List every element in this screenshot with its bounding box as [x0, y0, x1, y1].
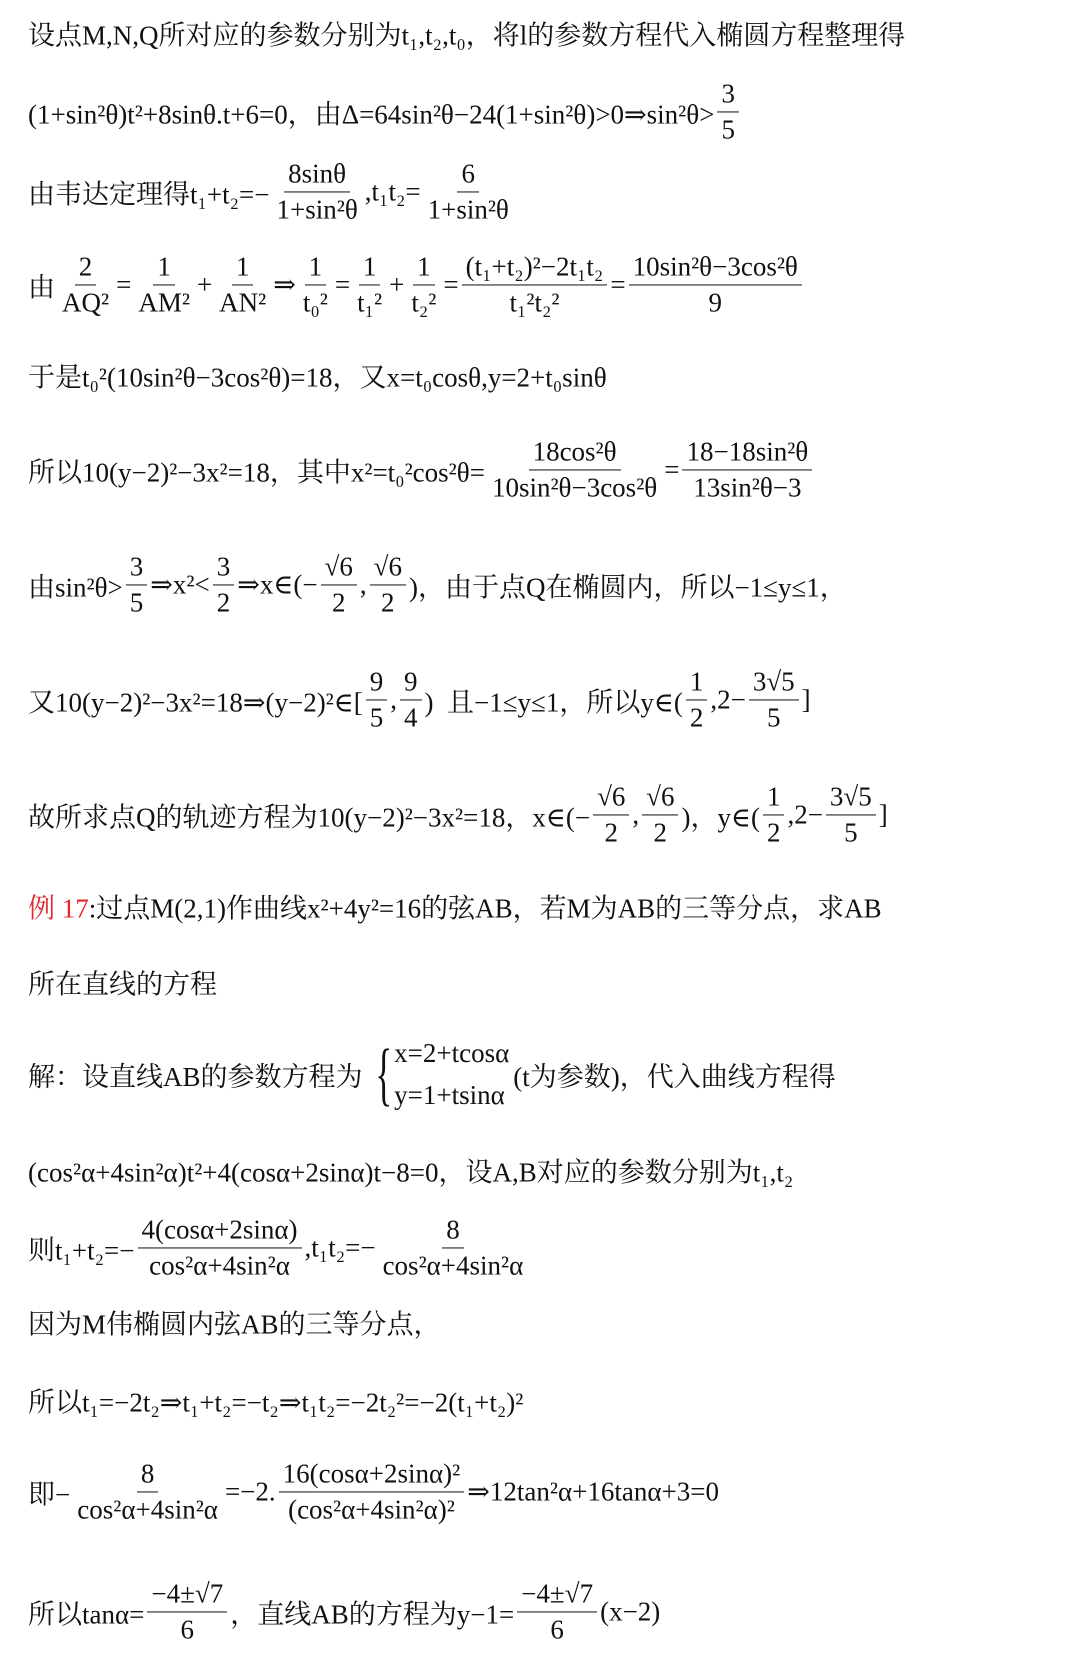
fraction-denominator: AN²: [219, 287, 267, 318]
fraction-denominator: 1+sin²θ: [427, 194, 509, 225]
fraction-numerator: (t₁+t₂)²−2t₁t₂: [462, 251, 608, 285]
fraction: [279, 1458, 465, 1525]
text-segment: 设点M,N,Q所对应的参数分别为t₁,t₂,t₀，将l的参数方程代入椭圆方程整理得: [28, 20, 906, 51]
equation-system: [367, 1033, 510, 1117]
text-line: [28, 1033, 836, 1117]
text-segment: 所以tanα=: [28, 1599, 145, 1630]
text-segment: 所以t₁=−2t₂⇒t₁+t₂=−t₂⇒t₁t₂=−2t₂²=−2(t₁+t₂)²: [28, 1387, 524, 1418]
text-segment: ,2−: [710, 684, 746, 715]
text-line: [28, 436, 815, 503]
text-line: [28, 551, 847, 618]
text-line: [28, 1303, 441, 1342]
text-segment: +: [389, 269, 405, 300]
text-segment: ]: [801, 684, 811, 715]
text-segment: ,: [632, 799, 640, 830]
text-line: [28, 963, 217, 1002]
text-line: [28, 158, 516, 225]
fraction-numerator: 10sin²θ−3cos²θ: [629, 251, 802, 285]
fraction-numerator: 8sinθ: [284, 158, 350, 192]
text-line: [28, 356, 607, 395]
fraction: [763, 781, 785, 848]
text-segment: :过点M(2,1)作曲线x²+4y²=16的弦AB，若M为AB的三等分点，求AB: [88, 893, 882, 924]
fraction-numerator: 3: [717, 78, 739, 112]
text-line: [28, 666, 811, 733]
text-segment: ) 且−1≤y≤1，所以y∈(: [424, 687, 683, 718]
fraction-denominator: 2: [216, 587, 231, 618]
text-segment: =: [664, 454, 680, 485]
text-segment: ,t₁t₂=: [364, 176, 421, 207]
fraction: [366, 666, 388, 733]
text-segment: (cos²α+4sin²α)t²+4(cosα+2sinα)t−8=0，设A,B对应的参数分别为t₁,t₂: [28, 1157, 794, 1188]
fraction-denominator: t₁²: [357, 287, 383, 318]
fraction-denominator: 5: [129, 587, 144, 618]
fraction-denominator: AQ²: [62, 287, 110, 318]
text-segment: ,: [390, 684, 398, 715]
fraction-numerator: 1: [359, 251, 381, 285]
fraction: [826, 781, 876, 848]
fraction-numerator: 1: [232, 251, 254, 285]
text-segment: 即−: [28, 1479, 71, 1510]
fraction-numerator: 16(cosα+2sinα)²: [279, 1458, 465, 1492]
text-segment: =: [443, 269, 459, 300]
text-line: [28, 251, 805, 318]
text-segment: ，直线AB的方程为y−1=: [230, 1599, 515, 1630]
text-segment: 于是t₀²(10sin²θ−3cos²θ)=18，又x=t₀cosθ,y=2+t₀sinθ: [28, 362, 607, 393]
fraction-numerator: 18−18sin²θ: [682, 436, 812, 470]
fraction: [462, 251, 608, 318]
fraction-denominator: t₀²: [302, 287, 328, 318]
fraction-denominator: 4: [404, 702, 418, 733]
fraction-denominator: cos²α+4sin²α: [382, 1250, 524, 1281]
text-segment: (1+sin²θ)t²+8sinθ.t+6=0，由Δ=64sin²θ−24(1+sin²θ)>0⇒sin²θ>: [28, 99, 715, 130]
fraction: [370, 551, 406, 618]
fraction-numerator: 1: [153, 251, 175, 285]
fraction: [353, 251, 386, 318]
fraction-numerator: √6: [642, 781, 678, 815]
fraction-denominator: 1+sin²θ: [276, 194, 358, 225]
fraction: [138, 1214, 302, 1281]
fraction: [299, 251, 332, 318]
fraction: [273, 158, 362, 225]
text-segment: +: [196, 269, 213, 300]
example-label: 例 17: [28, 893, 89, 924]
fraction-numerator: 9: [400, 666, 422, 700]
fraction-denominator: 2: [381, 587, 395, 618]
fraction-denominator: 2: [604, 817, 618, 848]
fraction-numerator: 3√5: [749, 666, 799, 700]
fraction: [407, 251, 440, 318]
text-segment: 又10(y−2)²−3x²=18⇒(y−2)²∈[: [28, 687, 363, 718]
fraction-numerator: √6: [593, 781, 629, 815]
text-segment: ⇒x∈(−: [237, 569, 318, 600]
fraction-numerator: 8: [137, 1458, 159, 1492]
fraction-denominator: t₂²: [411, 287, 437, 318]
fraction-numerator: 4(cosα+2sinα): [138, 1214, 302, 1248]
text-segment: 所以10(y−2)²−3x²=18，其中x²=t₀²cos²θ=: [28, 457, 485, 488]
fraction: [213, 551, 235, 618]
fraction-numerator: 3: [126, 551, 148, 585]
fraction-numerator: 6: [457, 158, 479, 192]
fraction-numerator: √6: [370, 551, 406, 585]
fraction: [400, 666, 422, 733]
fraction-numerator: 18cos²θ: [529, 436, 621, 470]
fraction: [642, 781, 678, 848]
fraction-numerator: 3: [213, 551, 235, 585]
fraction: [682, 436, 812, 503]
fraction: [126, 551, 148, 618]
fraction-numerator: 1: [413, 251, 435, 285]
fraction: [488, 436, 661, 503]
fraction-denominator: cos²α+4sin²α: [77, 1494, 218, 1525]
fraction: [321, 551, 357, 618]
text-line: [28, 1151, 793, 1190]
fraction-denominator: 2: [766, 817, 781, 848]
fraction-numerator: 3√5: [826, 781, 876, 815]
text-line: [28, 1381, 523, 1420]
fraction-numerator: −4±√7: [147, 1578, 227, 1612]
text-segment: ]: [878, 799, 888, 830]
text-segment: 故所求点Q的轨迹方程为10(y−2)²−3x²=18，x∈(−: [28, 802, 591, 833]
text-segment: ⇒: [273, 269, 296, 300]
fraction-denominator: (cos²α+4sin²α)²: [288, 1494, 455, 1525]
text-segment: =−2.: [224, 1476, 276, 1507]
fraction-denominator: 6: [550, 1614, 564, 1645]
text-segment: (x−2): [600, 1596, 661, 1627]
fraction-numerator: 1: [686, 666, 708, 700]
text-line: [28, 1214, 530, 1281]
fraction: [717, 78, 739, 145]
text-segment: =: [116, 269, 132, 300]
fraction-numerator: 1: [763, 781, 785, 815]
text-segment: 所在直线的方程: [28, 969, 217, 1000]
text-segment: (t为参数)，代入曲线方程得: [513, 1062, 836, 1093]
fraction-denominator: 6: [180, 1614, 195, 1645]
fraction: [424, 158, 513, 225]
fraction-denominator: 5: [844, 817, 858, 848]
text-segment: 则t₁+t₂=−: [28, 1235, 135, 1266]
text-line: [28, 1578, 660, 1645]
text-segment: 由韦达定理得t₁+t₂=−: [28, 179, 270, 210]
fraction-numerator: 1: [305, 251, 327, 285]
fraction-numerator: 9: [366, 666, 388, 700]
text-segment: ,t₁t₂=−: [304, 1232, 376, 1263]
text-segment: ⇒12tan²α+16tanα+3=0: [467, 1476, 719, 1507]
fraction-denominator: 2: [653, 817, 668, 848]
fraction-denominator: 5: [721, 114, 735, 145]
text-segment: 解：设直线AB的参数方程为: [28, 1062, 363, 1093]
left-brace-icon: {: [374, 1036, 392, 1113]
text-segment: 因为M伟椭圆内弦AB的三等分点，: [28, 1309, 441, 1340]
text-segment: )，y∈(: [681, 802, 760, 833]
fraction: [517, 1578, 597, 1645]
fraction: [134, 251, 194, 318]
text-segment: =: [334, 269, 351, 300]
fraction-denominator: AM²: [138, 287, 190, 318]
system-equation: y=1+tsinα: [394, 1080, 505, 1110]
fraction: [593, 781, 629, 848]
fraction: [147, 1578, 227, 1645]
text-line: [28, 1458, 719, 1525]
text-segment: )，由于点Q在椭圆内，所以−1≤y≤1，: [408, 572, 847, 603]
fraction-denominator: 5: [767, 702, 781, 733]
fraction-denominator: 10sin²θ−3cos²θ: [491, 472, 658, 503]
system-rows: [394, 1033, 509, 1117]
system-equation: x=2+tcosα: [394, 1038, 510, 1069]
fraction: [58, 251, 113, 318]
fraction-numerator: √6: [321, 551, 357, 585]
fraction-denominator: t₁²t₂²: [509, 287, 560, 318]
text-line: [28, 781, 888, 848]
text-segment: 由sin²θ>: [28, 572, 123, 603]
text-line: [28, 78, 742, 145]
fraction: [73, 1458, 222, 1525]
fraction: [215, 251, 270, 318]
fraction-numerator: −4±√7: [517, 1578, 597, 1612]
fraction-denominator: 2: [331, 587, 346, 618]
text-segment: ,: [359, 569, 367, 600]
fraction-denominator: 2: [689, 702, 704, 733]
text-segment: =: [610, 269, 626, 300]
text-line: [28, 887, 882, 926]
fraction-numerator: 8: [442, 1214, 464, 1248]
text-segment: ,2−: [787, 799, 823, 830]
text-segment: ⇒x²<: [150, 569, 210, 600]
fraction-denominator: 5: [369, 702, 384, 733]
fraction: [686, 666, 708, 733]
fraction: [749, 666, 799, 733]
fraction-denominator: cos²α+4sin²α: [149, 1250, 290, 1281]
fraction-denominator: 9: [708, 287, 722, 318]
text-line: [28, 14, 905, 53]
fraction-numerator: 2: [75, 251, 97, 285]
text-segment: 由: [28, 272, 55, 303]
fraction-denominator: 13sin²θ−3: [693, 472, 802, 503]
fraction: [629, 251, 802, 318]
fraction: [379, 1214, 528, 1281]
